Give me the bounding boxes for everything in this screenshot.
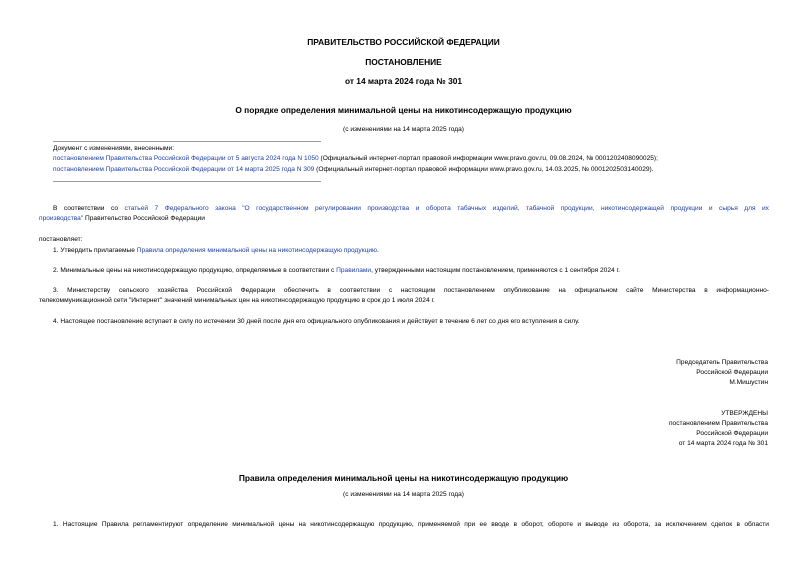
org-heading: ПРАВИТЕЛЬСТВО РОССИЙСКОЙ ФЕДЕРАЦИИ [307, 37, 500, 47]
federal-law-link[interactable]: статьей 7 Федерального закона "О государственном регулировании производства и оборота табачных изделий, табачной продукции, никотинсодержащей продукции и сырья для их [124, 205, 769, 212]
rules-point-1: 1. Настоящие Правила регламентируют определение минимальной цены на никотинсодержащую продукцию, применяемой при ее вводе в оборот, обороте и выводе из оборота, за исключением сделок в области [53, 521, 769, 528]
approved-line-2: постановлением Правительства [668, 420, 768, 427]
divider-bottom [53, 181, 321, 182]
point-1 [53, 247, 379, 255]
point-1-end: . [377, 247, 379, 254]
doc-type-heading: ПОСТАНОВЛЕНИЕ [365, 57, 442, 67]
amendments-intro: Документ с изменениями, внесенными: [53, 145, 175, 152]
amendment-link-1[interactable]: постановлением Правительства Российской Федерации от 5 августа 2024 года N 1050 [53, 155, 319, 162]
point-2 [53, 267, 620, 275]
divider-top [53, 141, 321, 142]
amendment-item [53, 155, 658, 163]
preamble-start: В соответствии со [53, 205, 125, 212]
decrees-word: постановляет: [39, 236, 83, 243]
point-1-start: 1. Утвердить прилагаемые [53, 247, 137, 254]
rules-amendment-note: (с изменениями на 14 марта 2025 года) [343, 491, 464, 498]
signature-title-2: Российской Федерации [696, 369, 768, 376]
amendment-note: (с изменениями на 14 марта 2025 года) [343, 126, 464, 133]
preamble-line-1 [53, 205, 769, 213]
amendment-link-2[interactable]: постановлением Правительства Российской Федерации от 14 марта 2025 года N 309 [53, 166, 315, 173]
approved-line-4: от 14 марта 2024 года № 301 [678, 440, 768, 447]
signature-title-1: Председатель Правительства [676, 359, 768, 366]
date-number-heading: от 14 марта 2024 года № 301 [344, 76, 463, 86]
point-4: 4. Настоящее постановление вступает в силу по истечении 30 дней после дня его официального опубликования и действует в течение 6 лет со дня его вступления в силу. [53, 318, 580, 325]
rules-short-link[interactable]: Правилами [336, 267, 372, 274]
document-title: О порядке определения минимальной цены на никотинсодержащую продукцию [235, 105, 572, 115]
point-2-end: , утвержденными настоящим постановлением, применяются с 1 сентября 2024 г. [371, 267, 620, 274]
signature-name: М.Мишустин [729, 379, 768, 386]
federal-law-link-cont[interactable]: производства" [39, 215, 84, 222]
preamble-line-2 [39, 215, 205, 223]
rules-link[interactable]: Правила определения минимальной цены на никотинсодержащую продукцию [136, 247, 377, 254]
point-2-start: 2. Минимальные цены на никотинсодержащую продукцию, определяемые в соответствии с [53, 267, 337, 274]
amendment-source-2: (Официальный интернет-портал правовой информации www.pravo.gov.ru, 14.03.2025, № 0001202503140029). [314, 166, 654, 173]
amendment-item [53, 166, 654, 174]
approved-line-3: Российской Федерации [696, 430, 768, 437]
rules-title: Правила определения минимальной цены на никотинсодержащую продукцию [238, 473, 569, 483]
amendment-source-1: (Официальный интернет-портал правовой информации www.pravo.gov.ru, 09.08.2024, № 0001202408090025); [318, 155, 658, 162]
approved-heading: УТВЕРЖДЕНЫ [721, 410, 768, 417]
preamble-tail: Правительство Российской Федерации [83, 215, 205, 222]
point-3-line-1: 3. Министерству сельского хозяйства Российской Федерации обеспечить в соответствии с настоящим постановлением опубликование на официальном сайте Министерства в информационно- [53, 287, 769, 294]
point-3-line-2: телекоммуникационной сети "Интернет" значений минимальных цен на никотинсодержащую продукцию в срок до 1 июля 2024 г. [39, 297, 435, 304]
